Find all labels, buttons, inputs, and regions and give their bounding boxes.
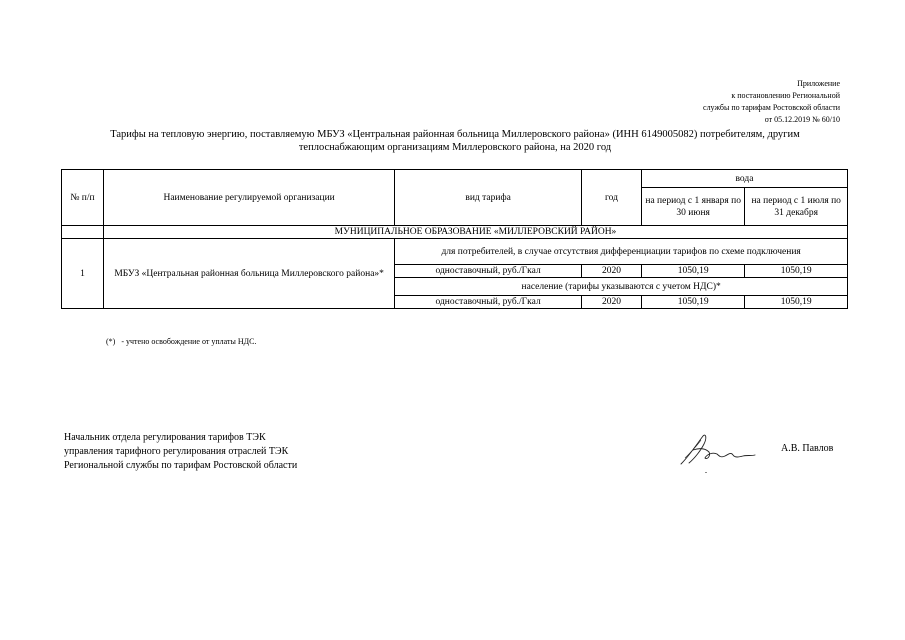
appendix-header	[703, 78, 840, 126]
value-period-2: 1050,19	[745, 296, 848, 309]
section-consumers: для потребителей, в случае отсутствия дифференциации тарифов по схеме подключения	[395, 239, 848, 265]
appendix-line: Приложение	[797, 79, 840, 88]
footnote-text: - учтено освобождение от уплаты НДС.	[121, 337, 257, 346]
section-population: население (тарифы указываются с учетом НДС)*	[395, 278, 848, 296]
appendix-date: от 05.12.2019 № 60/10	[764, 115, 840, 124]
signatory-position	[64, 431, 297, 473]
appendix-line: к постановлению Региональной	[731, 91, 840, 100]
value-period-2: 1050,19	[745, 265, 848, 278]
ink-speck	[705, 472, 707, 473]
header-org: Наименование регулируемой организации	[103, 170, 394, 226]
title-line: Тарифы на тепловую энергию, поставляемую МБУЗ «Центральная районная больница Миллеровского района» (ИНН 6149005082) потребителям, другим	[110, 129, 800, 140]
position-line: Региональной службы по тарифам Ростовской области	[64, 460, 298, 471]
row-num: 1	[62, 239, 104, 309]
tariff-table	[61, 169, 848, 309]
municipality-row: МУНИЦИПАЛЬНОЕ ОБРАЗОВАНИЕ «МИЛЛЕРОВСКИЙ РАЙОН»	[103, 226, 847, 239]
header-period-1: на период с 1 января по 30 июня	[641, 188, 744, 226]
title-line: теплоснабжающим организациям Миллеровского района, на 2020 год	[298, 142, 612, 153]
year-cell: 2020	[581, 265, 641, 278]
tariff-type-cell: одноставочный, руб./Гкал	[395, 265, 582, 278]
value-period-1: 1050,19	[641, 296, 744, 309]
header-tariff-type: вид тарифа	[395, 170, 582, 226]
header-water: вода	[641, 170, 847, 188]
year-cell: 2020	[581, 296, 641, 309]
row-org: МБУЗ «Центральная районная больница Миллеровского района»*	[103, 239, 394, 309]
tariff-type-cell: одноставочный, руб./Гкал	[395, 296, 582, 309]
header-year: год	[581, 170, 641, 226]
header-num: № п/п	[62, 170, 104, 226]
position-line: Начальник отдела регулирования тарифов ТЭК	[64, 432, 266, 443]
header-period-2: на период с 1 июля по 31 декабря	[745, 188, 848, 226]
position-line: управления тарифного регулирования отраслей ТЭК	[64, 446, 289, 457]
footnote	[106, 337, 260, 346]
value-period-1: 1050,19	[641, 265, 744, 278]
footnote-marker: (*)	[106, 337, 116, 346]
appendix-line: службы по тарифам Ростовской области	[703, 103, 840, 112]
handwritten-signature	[675, 430, 765, 470]
document-title	[60, 128, 850, 154]
signer-name: А.В. Павлов	[781, 443, 834, 454]
